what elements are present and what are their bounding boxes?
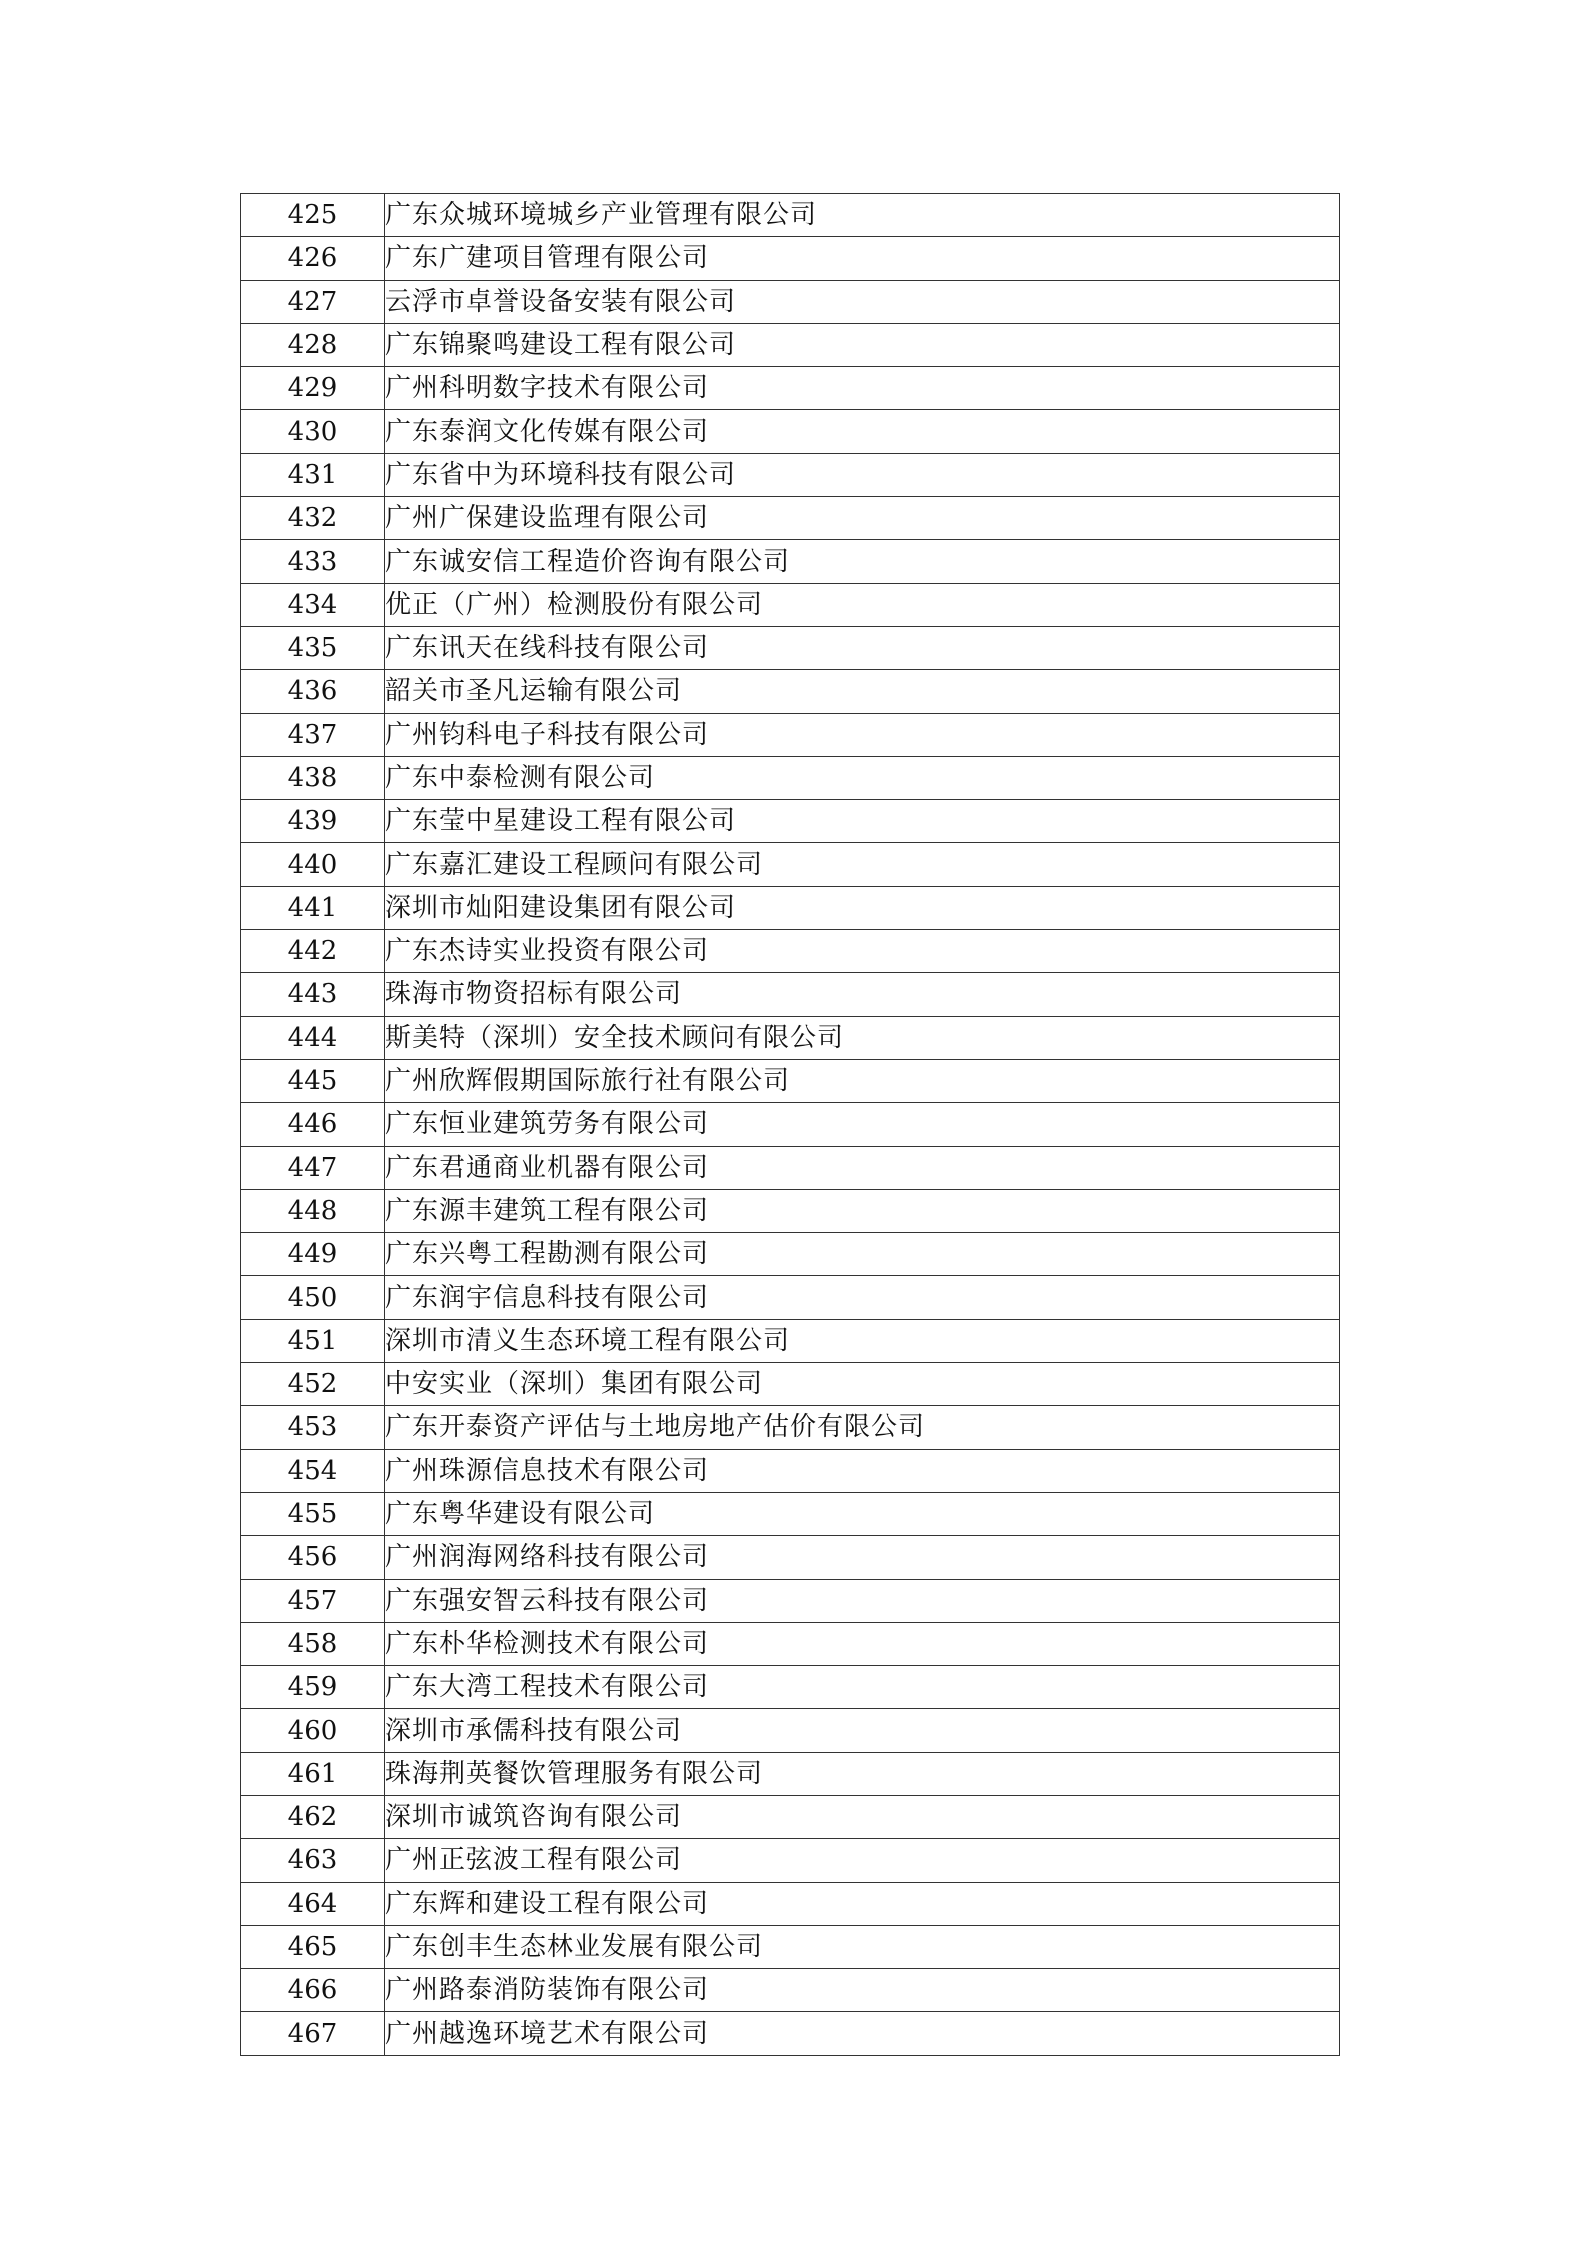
- company-name: 斯美特（深圳）安全技术顾问有限公司: [385, 1016, 1340, 1059]
- table-row: [241, 1406, 1340, 1449]
- table-row: [241, 410, 1340, 453]
- table-row: [241, 1363, 1340, 1406]
- row-number: 455: [241, 1492, 385, 1535]
- table-row: [241, 453, 1340, 496]
- company-name: 广东杰诗实业投资有限公司: [385, 930, 1340, 973]
- company-name: 广东诚安信工程造价咨询有限公司: [385, 540, 1340, 583]
- row-number: 428: [241, 323, 385, 366]
- company-name: 韶关市圣凡运输有限公司: [385, 670, 1340, 713]
- row-number: 456: [241, 1536, 385, 1579]
- table-row: [241, 194, 1340, 237]
- table-row: [241, 973, 1340, 1016]
- row-number: 463: [241, 1839, 385, 1882]
- row-number: 445: [241, 1059, 385, 1102]
- row-number: 453: [241, 1406, 385, 1449]
- table-row: [241, 1925, 1340, 1968]
- table-row: [241, 1709, 1340, 1752]
- table-row: [241, 886, 1340, 929]
- company-name: 广州欣辉假期国际旅行社有限公司: [385, 1059, 1340, 1102]
- table-row: [241, 800, 1340, 843]
- table-row: [241, 713, 1340, 756]
- company-name: 深圳市诚筑咨询有限公司: [385, 1795, 1340, 1838]
- company-name: 广州越逸环境艺术有限公司: [385, 2012, 1340, 2055]
- company-name: 深圳市承儒科技有限公司: [385, 1709, 1340, 1752]
- table-row: [241, 1233, 1340, 1276]
- row-number: 437: [241, 713, 385, 756]
- table-row: [241, 2012, 1340, 2055]
- row-number: 454: [241, 1449, 385, 1492]
- table-row: [241, 1146, 1340, 1189]
- row-number: 450: [241, 1276, 385, 1319]
- row-number: 442: [241, 930, 385, 973]
- row-number: 446: [241, 1103, 385, 1146]
- company-name: 优正（广州）检测股份有限公司: [385, 583, 1340, 626]
- company-name: 广东君通商业机器有限公司: [385, 1146, 1340, 1189]
- company-name: 广东朴华检测技术有限公司: [385, 1622, 1340, 1665]
- table-row: [241, 930, 1340, 973]
- table-row: [241, 1622, 1340, 1665]
- row-number: 464: [241, 1882, 385, 1925]
- table-row: [241, 1016, 1340, 1059]
- row-number: 434: [241, 583, 385, 626]
- row-number: 457: [241, 1579, 385, 1622]
- row-number: 465: [241, 1925, 385, 1968]
- row-number: 435: [241, 626, 385, 669]
- company-list-body: [241, 194, 1340, 2056]
- table-row: [241, 1839, 1340, 1882]
- company-name: 广东莹中星建设工程有限公司: [385, 800, 1340, 843]
- company-name: 广州广保建设监理有限公司: [385, 497, 1340, 540]
- row-number: 449: [241, 1233, 385, 1276]
- row-number: 427: [241, 280, 385, 323]
- row-number: 452: [241, 1363, 385, 1406]
- table-row: [241, 237, 1340, 280]
- row-number: 451: [241, 1319, 385, 1362]
- company-name: 广东润宇信息科技有限公司: [385, 1276, 1340, 1319]
- row-number: 439: [241, 800, 385, 843]
- row-number: 440: [241, 843, 385, 886]
- company-name: 广东粤华建设有限公司: [385, 1492, 1340, 1535]
- table-row: [241, 1882, 1340, 1925]
- table-row: [241, 1666, 1340, 1709]
- table-row: [241, 1276, 1340, 1319]
- company-name: 广东广建项目管理有限公司: [385, 237, 1340, 280]
- company-list-table: [240, 193, 1340, 2056]
- table-row: [241, 1059, 1340, 1102]
- table-row: [241, 1189, 1340, 1232]
- row-number: 438: [241, 756, 385, 799]
- row-number: 426: [241, 237, 385, 280]
- row-number: 462: [241, 1795, 385, 1838]
- table-row: [241, 1579, 1340, 1622]
- row-number: 443: [241, 973, 385, 1016]
- row-number: 459: [241, 1666, 385, 1709]
- row-number: 429: [241, 367, 385, 410]
- row-number: 466: [241, 1969, 385, 2012]
- table-row: [241, 367, 1340, 410]
- table-row: [241, 1536, 1340, 1579]
- row-number: 432: [241, 497, 385, 540]
- company-name: 广东兴粤工程勘测有限公司: [385, 1233, 1340, 1276]
- table-row: [241, 540, 1340, 583]
- company-name: 深圳市清义生态环境工程有限公司: [385, 1319, 1340, 1362]
- company-name: 广州钧科电子科技有限公司: [385, 713, 1340, 756]
- table-row: [241, 1492, 1340, 1535]
- company-name: 广东嘉汇建设工程顾问有限公司: [385, 843, 1340, 886]
- company-name: 广州正弦波工程有限公司: [385, 1839, 1340, 1882]
- company-name: 中安实业（深圳）集团有限公司: [385, 1363, 1340, 1406]
- row-number: 441: [241, 886, 385, 929]
- table-row: [241, 670, 1340, 713]
- row-number: 436: [241, 670, 385, 713]
- row-number: 461: [241, 1752, 385, 1795]
- table-row: [241, 497, 1340, 540]
- company-name: 深圳市灿阳建设集团有限公司: [385, 886, 1340, 929]
- company-name: 广东开泰资产评估与土地房地产估价有限公司: [385, 1406, 1340, 1449]
- company-name: 珠海荆英餐饮管理服务有限公司: [385, 1752, 1340, 1795]
- company-name: 广东锦聚鸣建设工程有限公司: [385, 323, 1340, 366]
- company-name: 广东恒业建筑劳务有限公司: [385, 1103, 1340, 1146]
- company-name: 广州珠源信息技术有限公司: [385, 1449, 1340, 1492]
- row-number: 431: [241, 453, 385, 496]
- company-name: 广东中泰检测有限公司: [385, 756, 1340, 799]
- company-name: 广东讯天在线科技有限公司: [385, 626, 1340, 669]
- company-name: 珠海市物资招标有限公司: [385, 973, 1340, 1016]
- document-page: [240, 193, 1340, 2056]
- company-name: 广州科明数字技术有限公司: [385, 367, 1340, 410]
- table-row: [241, 280, 1340, 323]
- company-name: 广东众城环境城乡产业管理有限公司: [385, 194, 1340, 237]
- row-number: 447: [241, 1146, 385, 1189]
- company-name: 广东大湾工程技术有限公司: [385, 1666, 1340, 1709]
- company-name: 广东泰润文化传媒有限公司: [385, 410, 1340, 453]
- table-row: [241, 583, 1340, 626]
- company-name: 广州润海网络科技有限公司: [385, 1536, 1340, 1579]
- company-name: 广东创丰生态林业发展有限公司: [385, 1925, 1340, 1968]
- company-name: 广东省中为环境科技有限公司: [385, 453, 1340, 496]
- table-row: [241, 843, 1340, 886]
- row-number: 430: [241, 410, 385, 453]
- company-name: 云浮市卓誉设备安装有限公司: [385, 280, 1340, 323]
- row-number: 433: [241, 540, 385, 583]
- row-number: 444: [241, 1016, 385, 1059]
- company-name: 广东强安智云科技有限公司: [385, 1579, 1340, 1622]
- table-row: [241, 1103, 1340, 1146]
- table-row: [241, 1319, 1340, 1362]
- company-name: 广东源丰建筑工程有限公司: [385, 1189, 1340, 1232]
- company-name: 广州路泰消防装饰有限公司: [385, 1969, 1340, 2012]
- row-number: 458: [241, 1622, 385, 1665]
- table-row: [241, 1969, 1340, 2012]
- table-row: [241, 1752, 1340, 1795]
- table-row: [241, 1795, 1340, 1838]
- row-number: 460: [241, 1709, 385, 1752]
- row-number: 467: [241, 2012, 385, 2055]
- table-row: [241, 626, 1340, 669]
- row-number: 448: [241, 1189, 385, 1232]
- table-row: [241, 1449, 1340, 1492]
- table-row: [241, 323, 1340, 366]
- row-number: 425: [241, 194, 385, 237]
- table-row: [241, 756, 1340, 799]
- company-name: 广东辉和建设工程有限公司: [385, 1882, 1340, 1925]
